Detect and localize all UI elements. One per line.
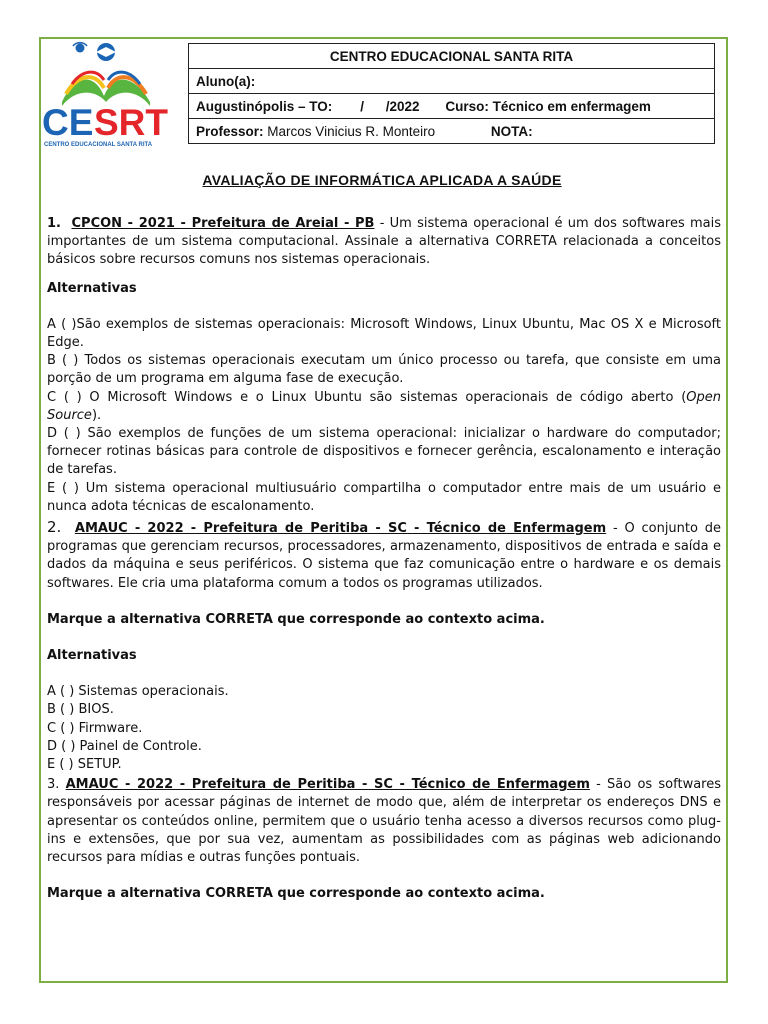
q1-option-c-end: ). [91,407,102,423]
professor-row [189,119,715,144]
q2-text: - O conjunto de programas que gerenciam recursos, processadores, armazenamento, dispositivos de entrada e saída e dados da máquina e seus periféricos. O sistema que faz comunicação entre o hardware e os demais softwares. Ele cria uma plataforma comum a todos os programas utilizados. [47,521,722,591]
q2-option-e: E ( ) SETUP. [47,757,122,773]
q1-option-e: E ( ) Um sistema operacional multiusuário compartilha o computador entre mais de um usuário e nunca adota técnicas de escalonamento. [47,480,721,514]
logo-srt: SRT [94,102,168,143]
q2-alt-heading: Alternativas [47,648,137,664]
q2-option-a: A ( ) Sistemas operacionais. [47,684,229,700]
q1-alt-heading: Alternativas [47,280,137,296]
q2-option-b: B ( ) BIOS. [47,702,114,718]
course-value: Técnico em enfermagem [492,98,651,114]
grade-label: NOTA: [490,123,533,139]
exam-content [47,215,721,904]
professor-name: Marcos Vinicius R. Monteiro [267,123,436,139]
school-name: CENTRO EDUCACIONAL SANTA RITA [189,44,715,69]
q3-instruction: Marque a alternativa CORRETA que corresponde ao contexto acima. [47,886,545,902]
question-3 [47,776,721,867]
q1-option-c-italic: Open Source [47,389,721,423]
exam-title: AVALIAÇÃO DE INFORMÁTICA APLICADA A SAÚDE [202,172,562,188]
professor-label: Professor: [196,123,264,139]
q3-source: AMAUC - 2022 - Prefeitura de Peritiba - SC - Técnico de Enfermagem [65,777,590,793]
q1-number: 1. [47,216,61,231]
q3-number: 3. [47,777,60,793]
student-field[interactable]: Aluno(a): [189,69,715,94]
q1-text: - Um sistema operacional é um dos softwares mais importantes de um sistema computacional. Assinale a alternativa CORRETA relacionada a conceitos básicos sobre recursos comuns nos sistemas operacionais. [47,216,722,268]
q1-option-a: A ( )São exemplos de sistemas operacionais: Microsoft Windows, Linux Ubuntu, Mac OS X e Microsoft Edge. [47,316,721,351]
q2-instruction: Marque a alternativa CORRETA que corresponde ao contexto acima. [47,611,545,627]
date-course-row [189,94,715,119]
city-label: Augustinópolis – TO: [196,98,333,114]
q1-source: CPCON - 2021 - Prefeitura de Areial - PB [71,216,375,231]
q1-option-c [47,389,721,425]
logo-ce: CE [42,102,94,143]
question-2 [47,518,721,593]
q3-text: - São os softwares responsáveis por acessar páginas de internet de modo que, além de interpretar os endereços DNS e apresentar os conteúdos online, permitem que o usuário tenha acesso a diversos recursos como plug-ins e extensões, que por sua vez, aumentam as possibilidades com as páginas web adicionando recursos para mídias e outras funções pontuais. [47,777,721,866]
q1-option-b: B ( ) Todos os sistemas operacionais executam um único processo ou tarefa, que consiste em uma porção de um programa em alguma fase de execução. [47,353,721,387]
q1-option-d: D ( ) São exemplos de funções de um sistema operacional: inicializar o hardware do computador; fornecer rotinas básicas para controle de dispositivos e fornecer gerência, escalonamento e interação de tarefas. [47,426,721,478]
header-table [188,43,715,144]
date-year: /2022 [385,98,420,114]
q1-option-c-text: C ( ) O Microsoft Windows e o Linux Ubuntu são sistemas operacionais de código aberto ( [47,389,687,405]
q2-option-d: D ( ) Painel de Controle. [47,738,202,754]
question-1 [47,215,721,270]
logo-caption: CENTRO EDUCACIONAL SANTA RITA [44,142,153,148]
q2-number: 2. [47,518,62,537]
q2-source: AMAUC - 2022 - Prefeitura de Peritiba - SC - Técnico de Enfermagem [74,521,607,537]
q2-option-c: C ( ) Firmware. [47,720,143,736]
school-logo [42,40,170,148]
course-label: Curso: [445,98,489,114]
date-separator: / [360,98,365,114]
